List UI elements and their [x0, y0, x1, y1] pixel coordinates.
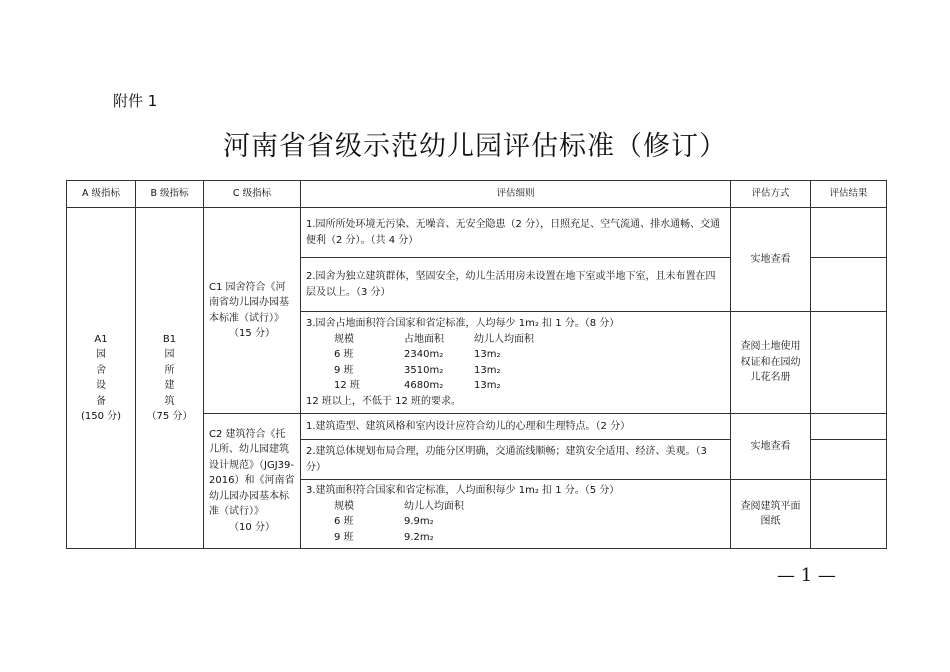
size-head: 幼儿人均面积 [474, 333, 534, 345]
criteria-c2-3 [301, 480, 731, 549]
b1-cell [136, 208, 204, 549]
b1-char: 筑 [164, 395, 175, 407]
size-value: 12 班 [334, 380, 360, 391]
size-value: 6 班 [334, 516, 354, 527]
b1-char: 建 [164, 380, 175, 391]
a1-score: (150 分) [80, 411, 122, 422]
c2-score: （10 分） [229, 521, 275, 533]
size-head: 占地面积 [404, 333, 444, 345]
header-b-level: B 级指标 [136, 181, 204, 208]
criteria-c2-2: 2.建筑总体规划布局合理，功能分区明确，交通流线顺畅；建筑安全适用、经济、美观。（3 分） [301, 440, 731, 480]
criteria-intro: 3.建筑面积符合国家和省定标准，人均面积每少 1m₂ 扣 1 分。（5 分） [306, 485, 620, 496]
a1-code: A1 [94, 333, 108, 345]
size-head: 幼儿人均面积 [404, 500, 464, 512]
size-value: 9.2m₂ [404, 531, 434, 543]
size-value: 2340m₂ [404, 349, 444, 360]
size-table [306, 499, 725, 546]
criteria-c2-1: 1.建筑造型、建筑风格和室内设计应符合幼儿的心理和生理特点。（2 分） [301, 414, 731, 440]
criteria-c1-3 [301, 312, 731, 414]
size-head: 规模 [334, 500, 354, 512]
criteria-c1-2: 2.园舍为独立建筑群体，坚固安全，幼儿生活用房未设置在地下室或半地下室，且未布置在四层及以上。（3 分） [301, 258, 731, 312]
header-c-level: C 级指标 [204, 181, 301, 208]
c1-score: （15 分） [229, 328, 275, 339]
criteria-c1-1: 1.园所所处环境无污染、无噪音、无安全隐患（2 分），日照充足、空气流通、排水通畅、交通便利（2 分）。（共 4 分） [301, 208, 731, 258]
size-value: 6 班 [334, 349, 354, 360]
table-row [67, 208, 887, 258]
size-value: 13m₂ [474, 364, 501, 376]
header-result: 评估结果 [811, 181, 887, 208]
size-value: 3510m₂ [404, 364, 444, 376]
method-c1-a: 实地查看 [731, 208, 811, 312]
header-method: 评估方式 [731, 181, 811, 208]
a1-char: 园 [96, 349, 106, 360]
c2-text: C2 建筑符合《托儿所、幼儿园建筑设计规范》（JGJ39-2016）和《河南省幼儿园办园基本标准（试行）》 [209, 428, 295, 518]
a1-cell [67, 208, 136, 549]
result-cell [811, 312, 887, 414]
method-c2-b: 查阅建筑平面图纸 [731, 480, 811, 549]
size-head: 规模 [334, 333, 354, 345]
criteria-intro: 3.园舍占地面积符合国家和省定标准，人均每少 1m₂ 扣 1 分。（8 分） [306, 318, 620, 329]
b1-score: （75 分） [146, 411, 193, 422]
method-c2-a: 实地查看 [731, 414, 811, 480]
page-title: 河南省省级示范幼儿园评估标准（修订） [223, 131, 727, 162]
result-cell [811, 480, 887, 549]
criteria-note: 12 班以上，不低于 12 班的要求。 [306, 395, 461, 407]
result-cell [811, 414, 887, 440]
size-value: 4680m₂ [404, 380, 444, 391]
method-c1-b: 查阅土地使用权证和在园幼儿花名册 [731, 312, 811, 414]
a1-char: 舍 [96, 364, 106, 376]
page-number: — 1 — [777, 565, 836, 586]
size-value: 13m₂ [474, 349, 501, 360]
header-a-level: A 级指标 [67, 181, 136, 208]
c2-cell [204, 414, 301, 549]
attachment-label: 附件 1 [113, 92, 158, 110]
header-criteria: 评估细则 [301, 181, 731, 208]
b1-char: 园 [164, 349, 175, 360]
result-cell [811, 440, 887, 480]
size-value: 13m₂ [474, 380, 501, 391]
result-cell [811, 258, 887, 312]
c1-text: C1 园舍符合《河南省幼儿园办园基本标准（试行）》 [209, 281, 289, 324]
b1-char: 所 [164, 364, 175, 376]
result-cell [811, 208, 887, 258]
b1-code: B1 [162, 333, 177, 345]
size-value: 9.9m₂ [404, 516, 434, 527]
evaluation-table [66, 180, 887, 549]
size-value: 9 班 [334, 531, 354, 543]
size-value: 9 班 [334, 364, 354, 376]
c1-cell [204, 208, 301, 414]
size-table [306, 332, 725, 394]
table-header-row [67, 181, 887, 208]
a1-char: 备 [96, 395, 106, 407]
a1-char: 设 [96, 380, 106, 391]
